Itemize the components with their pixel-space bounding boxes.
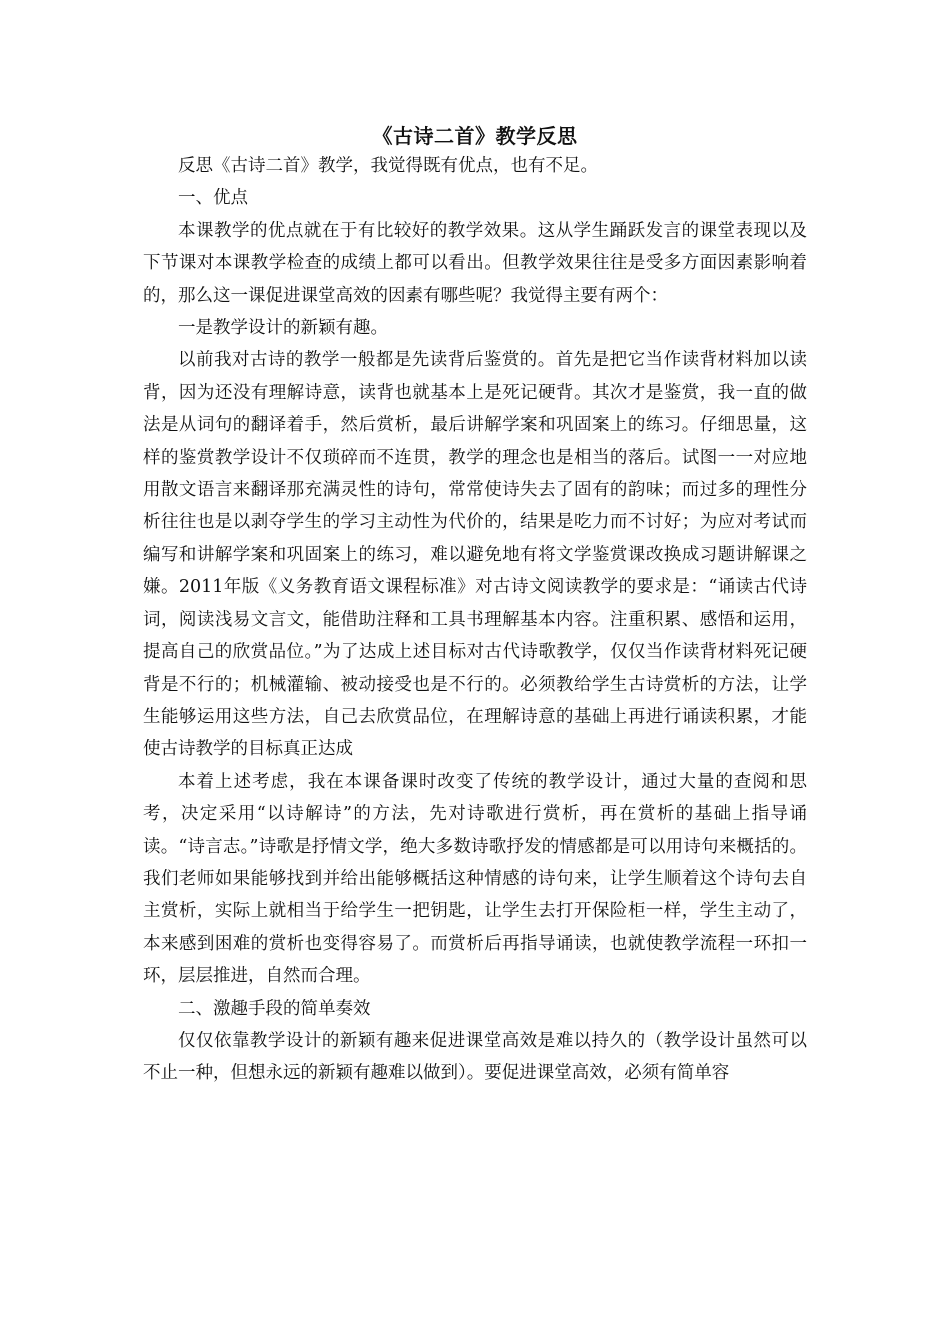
document-title: 《古诗二首》教学反思 [372,124,578,148]
paragraph: 本着上述考虑，我在本课备课时改变了传统的教学设计，通过大量的查阅和思考，决定采用“以诗解诗”的方法，先对诗歌进行赏析，再在赏析的基础上指导诵读。“诗言志。”诗歌是抒情文学，绝大多数诗歌抒发的情感都是可以用诗句来概括的。我们老师如果能够找到并给出能够概括这种情感的诗句来，让学生顺着这个诗句去自主赏析，实际上就相当于给学生一把钥匙，让学生去打开保险柜一样，学生主动了，本来感到困难的赏析也变得容易了。而赏析后再指导诵读，也就使教学流程一环扣一环，层层推进，自然而合理。 [143,771,807,987]
paragraph: 以前我对古诗的教学一般都是先读背后鉴赏的。首先是把它当作读背材料加以读背，因为还没有理解诗意，读背也就基本上是死记硬背。其次才是鉴赏，我一直的做法是从词句的翻译着手，然后赏析，最后讲解学案和巩固案上的练习。仔细思量，这样的鉴赏教学设计不仅琐碎而不连贯，教学的理念也是相当的落后。试图一一对应地用散文语言来翻译那充满灵性的诗句，常常使诗失去了固有的韵味；而过多的理性分析往往也是以剥夺学生的学习主动性为代价的，结果是吃力而不讨好；为应对考试而编写和讲解学案和巩固案上的练习，难以避免地有将文学鉴赏课改换成习题讲解课之嫌。2011年版《义务教育语文课程标准》对古诗文阅读教学的要求是：“诵读古代诗词，阅读浅易文言文，能借助注释和工具书理解基本内容。注重积累、感悟和运用，提高自己的欣赏品位。”为了达成上述目标对古代诗歌教学，仅仅当作读背材料死记硬背是不行的；机械灌输、被动接受也是不行的。必须教给学生古诗赏析的方法，让学生能够运用这些方法，自己去欣赏品位，在理解诗意的基础上再进行诵读积累，才能使古诗教学的目标真正达成 [143,350,807,760]
paragraph: 本课教学的优点就在于有比较好的教学效果。这从学生踊跃发言的课堂表现以及下节课对本课教学检查的成绩上都可以看出。但教学效果往往是受多方面因素影响着的，那么这一课促进课堂高效的因素有哪些呢？我觉得主要有两个： [143,220,807,306]
subheading-design: 一是教学设计的新颖有趣。 [178,318,388,339]
paragraph: 仅仅依靠教学设计的新颖有趣来促进课堂高效是难以持久的（教学设计虽然可以不止一种，但想永远的新颖有趣难以做到）。要促进课堂高效，必须有简单容 [143,1030,807,1084]
section-heading-strengths: 一、优点 [178,188,248,209]
document-body [143,150,807,1090]
section-heading-motivation: 二、激趣手段的简单奏效 [178,998,371,1019]
paragraph-intro: 反思《古诗二首》教学，我觉得既有优点，也有不足。 [178,156,598,176]
